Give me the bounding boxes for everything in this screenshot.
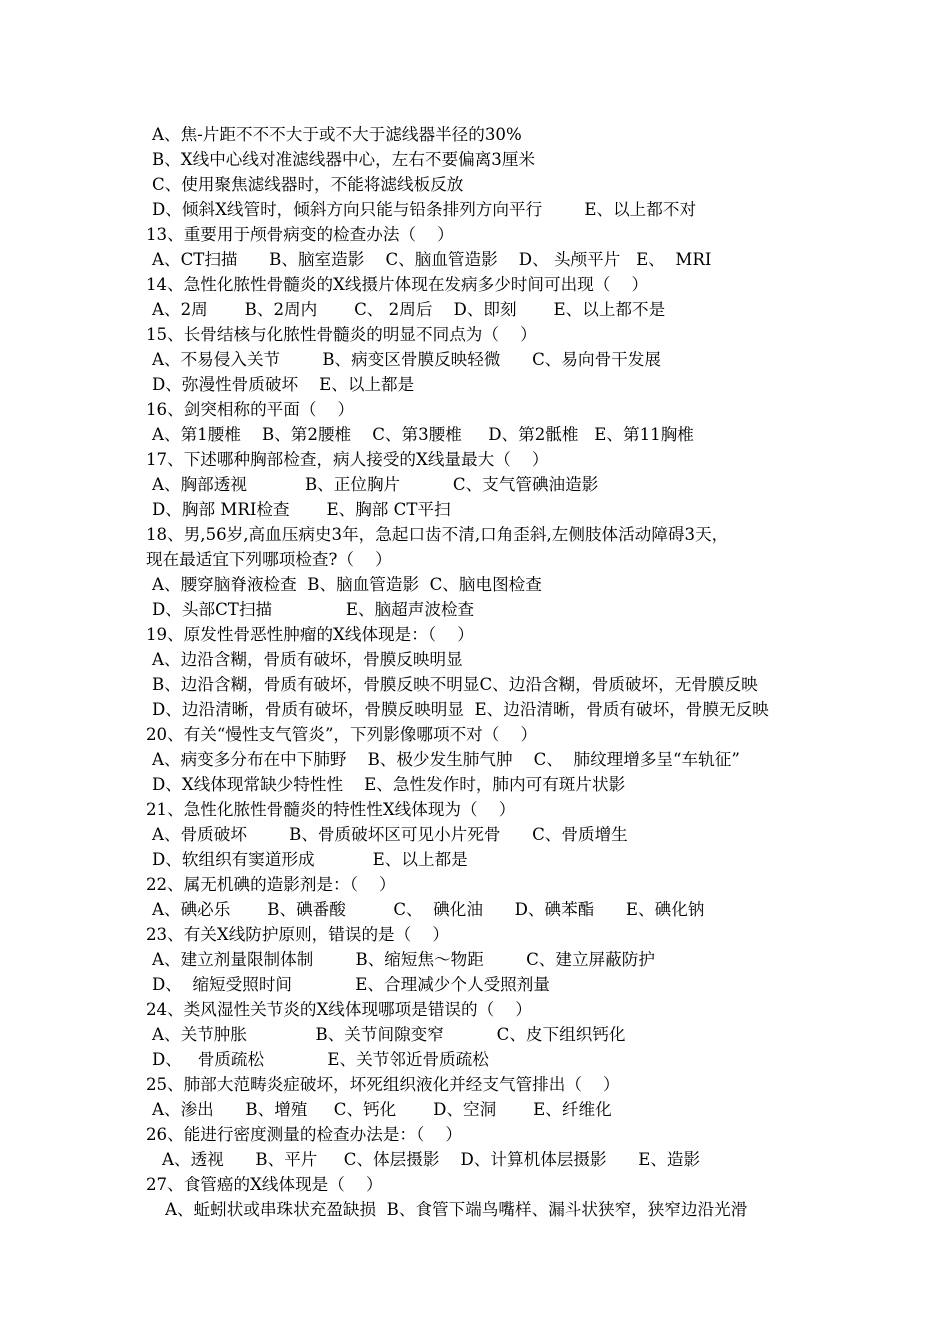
- question-17: 17、下述哪种胸部检查，病人接受的X线量最大（ ）: [146, 450, 549, 469]
- options-16: A、第1腰椎 B、第2腰椎 C、第3腰椎 D、第2骶椎 E、第11胸椎: [152, 425, 694, 444]
- options-18-a: A、腰穿脑脊液检查 B、脑血管造影 C、脑电图检查: [152, 575, 542, 594]
- options-21-a: A、骨质破坏 B、骨质破坏区可见小片死骨 C、骨质增生: [152, 825, 628, 844]
- question-27: 27、食管癌的X线体现是（ ）: [146, 1175, 383, 1194]
- question-13: 13、重要用于颅骨病变的检查办法（ ）: [146, 225, 454, 244]
- options-27: A、蚯蚓状或串珠状充盈缺损 B、食管下端鸟嘴样、漏斗状狭窄，狭窄边沿光滑: [165, 1200, 748, 1219]
- options-19-b: B、边沿含糊，骨质有破坏，骨膜反映不明显C、边沿含糊，骨质破坏，无骨膜反映: [152, 675, 758, 694]
- option-line-12d: D、倾斜X线管时，倾斜方向只能与铅条排列方向平行 E、以上都不对: [152, 200, 697, 219]
- options-17-a: A、胸部透视 B、正位胸片 C、支气管碘油造影: [152, 475, 599, 494]
- options-25: A、渗出 B、增殖 C、钙化 D、空洞 E、纤维化: [152, 1100, 612, 1119]
- options-19-c: D、边沿清晰，骨质有破坏，骨膜反映明显 E、边沿清晰，骨质有破坏，骨膜无反映: [152, 700, 769, 719]
- options-15-b: D、弥漫性骨质破坏 E、以上都是: [152, 375, 415, 394]
- question-19: 19、原发性骨恶性肿瘤的X线体现是：（ ）: [146, 625, 474, 644]
- options-15-a: A、不易侵入关节 B、病变区骨膜反映轻微 C、易向骨干发展: [152, 350, 661, 369]
- option-line-12a: A、焦-片距不不不大于或不大于滤线器半径的30%: [152, 125, 522, 144]
- question-18-cont: 现在最适宜下列哪项检查?（ ）: [146, 550, 392, 569]
- options-17-b: D、胸部 MRI检查 E、胸部 CT平扫: [152, 500, 451, 519]
- question-25: 25、肺部大范畴炎症破坏，坏死组织液化并经支气管排出（ ）: [146, 1075, 620, 1094]
- options-20-b: D、X线体现常缺少特性性 E、急性发作时，肺内可有斑片状影: [152, 775, 626, 794]
- option-line-12c: C、使用聚焦滤线器时，不能将滤线板反放: [152, 175, 464, 194]
- options-21-b: D、软组织有窦道形成 E、以上都是: [152, 850, 468, 869]
- options-22: A、碘必乐 B、碘番酸 C、 碘化油 D、碘苯酯 E、碘化钠: [152, 900, 705, 919]
- options-18-b: D、头部CT扫描 E、脑超声波检查: [152, 600, 475, 619]
- question-24: 24、类风湿性关节炎的X线体现哪项是错误的（ ）: [146, 1000, 532, 1019]
- question-16: 16、剑突相称的平面（ ）: [146, 400, 355, 419]
- options-23-b: D、 缩短受照时间 E、合理减少个人受照剂量: [152, 975, 550, 994]
- question-23: 23、有关X线防护原则，错误的是（ ）: [146, 925, 449, 944]
- options-20-a: A、病变多分布在中下肺野 B、极少发生肺气肿 C、 肺纹理增多呈“车轨征”: [152, 750, 740, 769]
- question-14: 14、急性化脓性骨髓炎的X线摄片体现在发病多少时间可出现（ ）: [146, 275, 649, 294]
- question-20: 20、有关“慢性支气管炎”，下列影像哪项不对（ ）: [146, 725, 538, 744]
- options-26: A、透视 B、平片 C、体层摄影 D、计算机体层摄影 E、造影: [162, 1150, 701, 1169]
- question-15: 15、长骨结核与化脓性骨髓炎的明显不同点为（ ）: [146, 325, 537, 344]
- options-23-a: A、建立剂量限制体制 B、缩短焦～物距 C、建立屏蔽防护: [152, 950, 655, 969]
- options-19-a: A、边沿含糊，骨质有破坏，骨膜反映明显: [152, 650, 463, 669]
- options-24-b: D、 骨质疏松 E、关节邻近骨质疏松: [152, 1050, 489, 1069]
- option-line-12b: B、X线中心线对准滤线器中心，左右不要偏离3厘米: [152, 150, 536, 169]
- question-18: 18、男,56岁,高血压病史3年，急起口齿不清,口角歪斜,左侧肢体活动障碍3天，: [146, 525, 729, 544]
- options-13: A、CT扫描 B、脑室造影 C、脑血管造影 D、 头颅平片 E、 MRI: [152, 250, 712, 269]
- question-21: 21、急性化脓性骨髓炎的特性性X线体现为（ ）: [146, 800, 516, 819]
- options-24-a: A、关节肿胀 B、关节间隙变窄 C、皮下组织钙化: [152, 1025, 626, 1044]
- question-22: 22、属无机碘的造影剂是：（ ）: [146, 875, 396, 894]
- options-14: A、2周 B、2周内 C、 2周后 D、即刻 E、以上都不是: [152, 300, 666, 319]
- question-26: 26、能进行密度测量的检查办法是：（ ）: [146, 1125, 463, 1144]
